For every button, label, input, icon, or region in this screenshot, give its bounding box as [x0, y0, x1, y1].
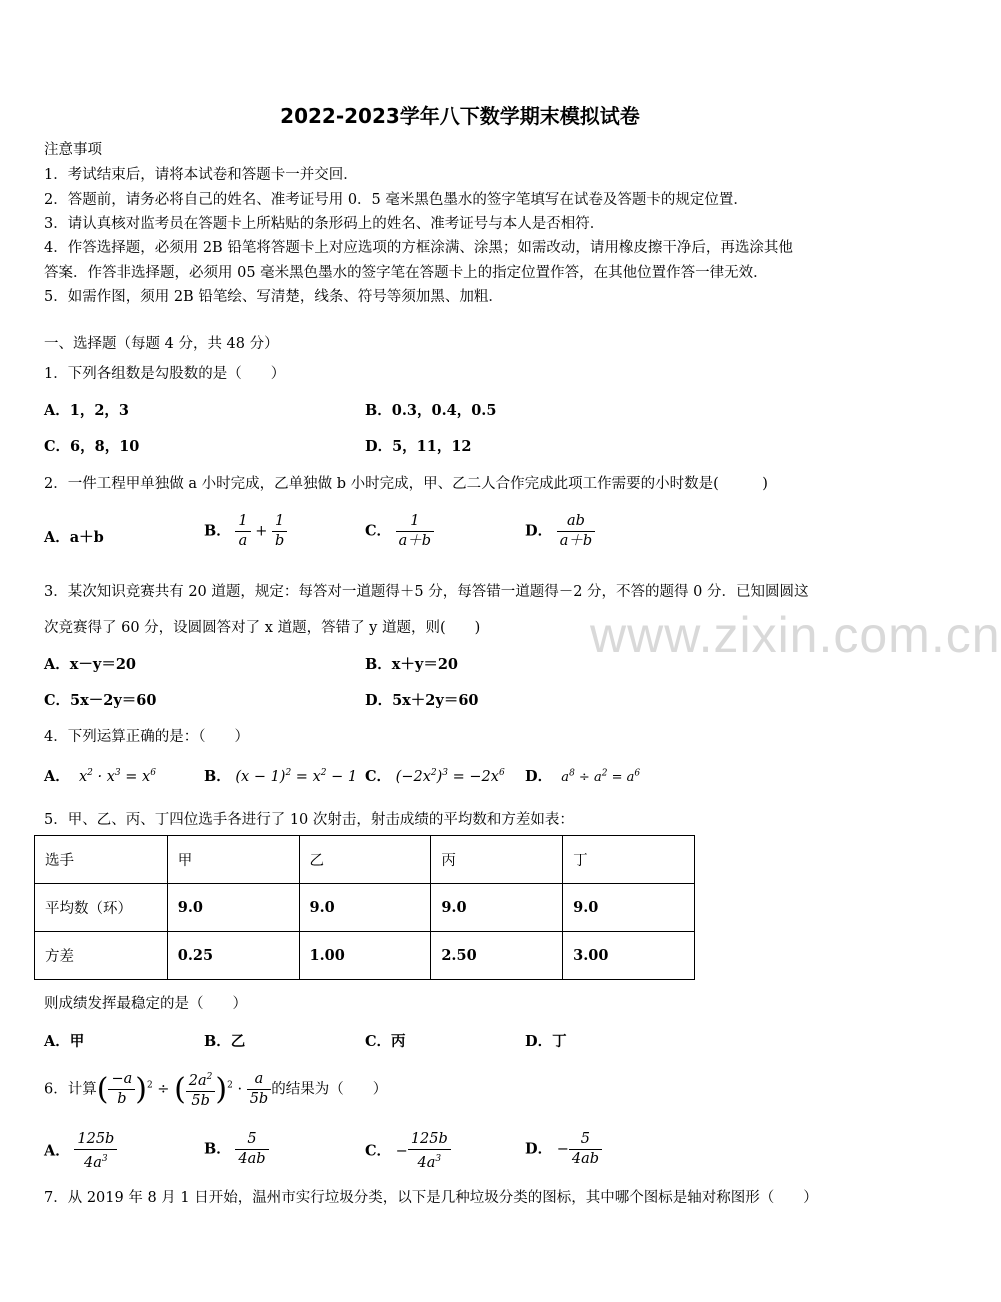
page-title: 2022-2023学年八下数学期末模拟试卷: [280, 104, 640, 128]
notice-item: 1．考试结束后，请将本试卷和答题卡一并交回．: [44, 167, 358, 183]
table-cell: 乙: [299, 836, 431, 884]
question-6-stem: 6．计算( $\frac{-a}{b}$ )$^2$ ÷ ( $\frac{2a^2}{5b}$ )$^2$ · $\frac{a}{5b}$ 的结果为（ ）: [44, 1068, 387, 1111]
q1-option-b: B．0.3，0.4，0.5: [365, 402, 497, 419]
table-cell: 3.00: [563, 932, 695, 980]
table-cell: 9.0: [431, 884, 563, 932]
table-cell: 平均数（环）: [35, 884, 168, 932]
q3-option-a: A．x－y＝20: [44, 656, 136, 673]
table-cell: 方差: [35, 932, 168, 980]
table-row: [35, 836, 695, 884]
question-3-stem-cont: 次竞赛得了 60 分，设圆圆答对了 x 道题，答错了 y 道题，则( ): [44, 620, 481, 636]
question-5-stem: 5．甲、乙、丙、丁四位选手各进行了 10 次射击，射击成绩的平均数和方差如表：: [44, 812, 574, 828]
q6-option-c: C． − $\frac{125b}{4a^3}$: [365, 1130, 451, 1173]
notice-heading: 注意事项: [44, 142, 102, 158]
table-cell: 2.50: [431, 932, 563, 980]
notice-item: 3．请认真核对监考员在答题卡上所粘贴的条形码上的姓名、准考证号与本人是否相符．: [44, 216, 605, 232]
q2-stem-text: 2．一件工程甲单独做 a 小时完成，乙单独做 b 小时完成，甲、乙二人合作完成此项工作需要的小时数是( ): [44, 476, 768, 492]
table-cell: 9.0: [167, 884, 299, 932]
q3-option-c: C．5x－2y＝60: [44, 692, 157, 709]
watermark: www.zixin.com.cn: [590, 607, 1001, 663]
q6-option-b: B． $\frac{5}{4ab}$: [204, 1130, 269, 1169]
q4-option-c: C． $(-2x^2)^3 = -2x^6$: [365, 768, 505, 785]
q1-option-c: C．6，8，10: [44, 438, 140, 455]
table-cell: 9.0: [563, 884, 695, 932]
score-table: [34, 835, 695, 980]
q2-option-d: D． $\frac{ab}{a+b}$: [525, 512, 595, 551]
q6-option-a: A． $\frac{125b}{4a^3}$: [44, 1130, 117, 1173]
q1-option-d: D．5，11，12: [365, 438, 472, 455]
table-row: [35, 932, 695, 980]
q2-option-b: B． $\frac{1}{a}$ + $\frac{1}{b}$: [204, 512, 287, 551]
table-cell: 选手: [35, 836, 168, 884]
q3-option-d: D．5x＋2y＝60: [365, 692, 479, 709]
q4-option-d: D． $a^8 \div a^2 = a^6$: [525, 768, 641, 785]
table-cell: 甲: [167, 836, 299, 884]
notice-item: 2．答题前，请务必将自己的姓名、准考证号用 0．5 毫米黑色墨水的签字笔填写在试卷及答题卡的规定位置．: [44, 192, 748, 208]
fraction: $\frac{1}{a+b}$: [396, 512, 434, 551]
fraction: $\frac{1}{a}$: [235, 512, 250, 551]
fraction: $\frac{1}{b}$: [272, 512, 287, 551]
q2-option-c: C． $\frac{1}{a+b}$: [365, 512, 434, 551]
fraction: $\frac{ab}{a+b}$: [557, 512, 595, 551]
question-3-stem: 3．某次知识竞赛共有 20 道题，规定：每答对一道题得＋5 分，每答错一道题得－2 分，不答的题得 0 分．已知圆圆这: [44, 584, 809, 600]
table-cell: 1.00: [299, 932, 431, 980]
q4-option-b: B． $(x - 1)^2 = x^2 - 1$: [204, 768, 358, 785]
question-7-stem: 7．从 2019 年 8 月 1 日开始，温州市实行垃圾分类，以下是几种垃圾分类的图标，其中哪个图标是轴对称图形（ ）: [44, 1190, 818, 1206]
q3-option-b: B．x＋y＝20: [365, 656, 459, 673]
q5-option-a: A．甲: [44, 1033, 85, 1050]
question-5-prompt: 则成绩发挥最稳定的是（ ）: [44, 996, 247, 1012]
table-cell: 丁: [563, 836, 695, 884]
notice-item: 5．如需作图，须用 2B 铅笔绘、写清楚，线条、符号等须加黑、加粗．: [44, 289, 503, 305]
notice-item: 4．作答选择题，必须用 2B 铅笔将答题卡上对应选项的方框涂满、涂黑；如需改动，请用橡皮擦干净后，再选涂其他: [44, 240, 793, 256]
question-4-stem: 4．下列运算正确的是：（ ）: [44, 729, 249, 745]
table-row: [35, 884, 695, 932]
question-1-stem: 1．下列各组数是勾股数的是（ ）: [44, 366, 286, 382]
question-2-stem: [44, 472, 768, 493]
q4-option-a: A． $x^2 \cdot x^3 = x^6$: [44, 768, 156, 785]
q2-option-a: A．a＋b: [44, 529, 104, 546]
table-cell: 丙: [431, 836, 563, 884]
q5-option-b: B．乙: [204, 1033, 246, 1050]
table-cell: 0.25: [167, 932, 299, 980]
q5-option-c: C．丙: [365, 1033, 406, 1050]
q5-option-d: D．丁: [525, 1033, 567, 1050]
q1-option-a: A．1，2，3: [44, 402, 130, 419]
notice-item: 答案．作答非选择题，必须用 05 毫米黑色墨水的签字笔在答题卡上的指定位置作答，在其他位置作答一律无效．: [44, 265, 768, 281]
table-cell: 9.0: [299, 884, 431, 932]
q6-option-d: D． − $\frac{5}{4ab}$: [525, 1130, 602, 1169]
section-heading: 一、选择题（每题 4 分，共 48 分）: [44, 336, 279, 352]
